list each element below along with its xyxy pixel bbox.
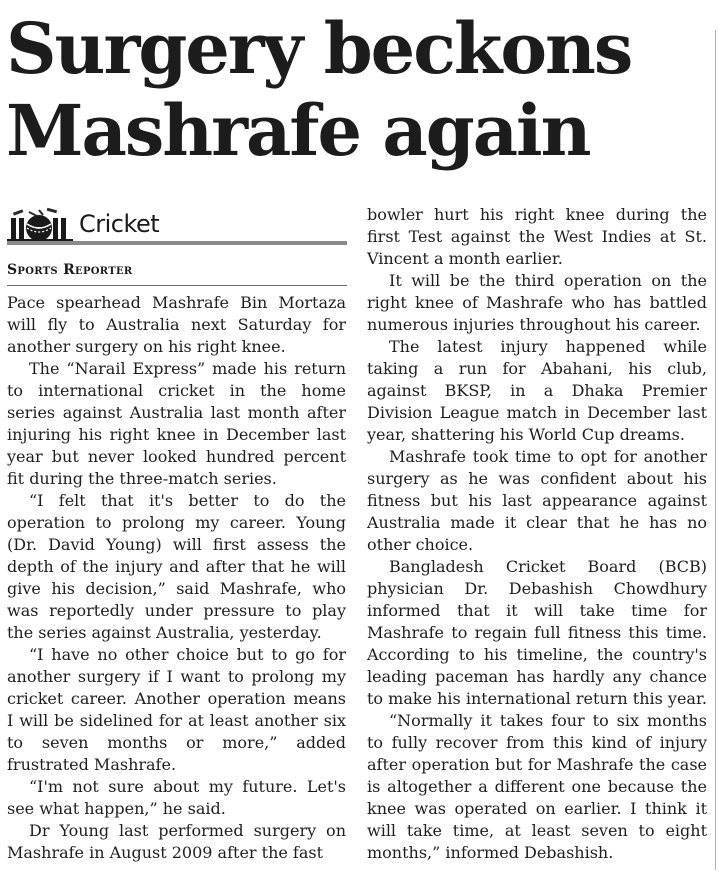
paragraph: Mashrafe took time to opt for another surgery as he was confident about his fitness but his last appearance against Australia made it clear that he has no other choice.	[367, 447, 707, 554]
headline-line-2: Mashrafe again	[6, 89, 590, 172]
byline-rule	[7, 285, 347, 286]
paragraph: bowler hurt his right knee during the first Test against the West Indies at St. Vincent a month earlier.	[367, 205, 707, 268]
headline-line-1: Surgery beckons	[6, 7, 632, 90]
paragraph: The latest injury happened while taking a run for Abahani, his club, against BKSP, in a Dhaka Premier Division League match in December last year, shattering his World Cup dreams.	[367, 337, 707, 444]
paragraph: The “Narail Express” made his return to international cricket in the home series against Australia last month after injuring his right knee in December last year but never looked hundred percent fit during the three-match series.	[7, 359, 346, 488]
article-column-right	[367, 204, 707, 864]
column-rule	[715, 30, 716, 870]
paragraph: Dr Young last performed surgery on Mashrafe in August 2009 after the fast	[7, 821, 346, 862]
paragraph: “I felt that it's better to do the operation to prolong my career. Young (Dr. David Young) will first assess the depth of the injury and after that he will give his decision,” said Mashrafe, who was reportedly under pressure to play the series against Australia, yesterday.	[7, 491, 346, 642]
article-column-left	[7, 292, 346, 864]
paragraph: “Normally it takes four to six months to fully recover from this kind of injury after operation but for Mashrafe the case is altogether a different one because the knee was operated on earlier. I think it will take time, at least seven to eight months,” informed Debashish.	[367, 711, 707, 862]
paragraph: “I'm not sure about my future. Let's see what happen,” he said.	[7, 777, 346, 818]
cricket-stumps-ball-icon	[7, 206, 73, 242]
section-rule	[7, 241, 347, 245]
headline	[6, 8, 706, 172]
byline: Sports Reporter	[7, 262, 133, 278]
paragraph: “I have no other choice but to go for another surgery if I want to prolong my cricket career. Another operation means I will be sidelined for at least another six to seven months or more,” added frustrated Mashrafe.	[7, 645, 346, 774]
paragraph: Pace spearhead Mashrafe Bin Mortaza will fly to Australia next Saturday for another surgery on his right knee.	[7, 293, 346, 356]
paragraph: Bangladesh Cricket Board (BCB) physician Dr. Debashish Chowdhury informed that it will take time for Mashrafe to regain full fitness this time. According to his timeline, the country's leading paceman has hardly any chance to make his international return this year.	[367, 557, 707, 708]
section-label: Cricket	[79, 210, 160, 238]
section-header	[7, 204, 347, 244]
paragraph: It will be the third operation on the right knee of Mashrafe who has battled numerous injuries throughout his career.	[367, 271, 707, 334]
